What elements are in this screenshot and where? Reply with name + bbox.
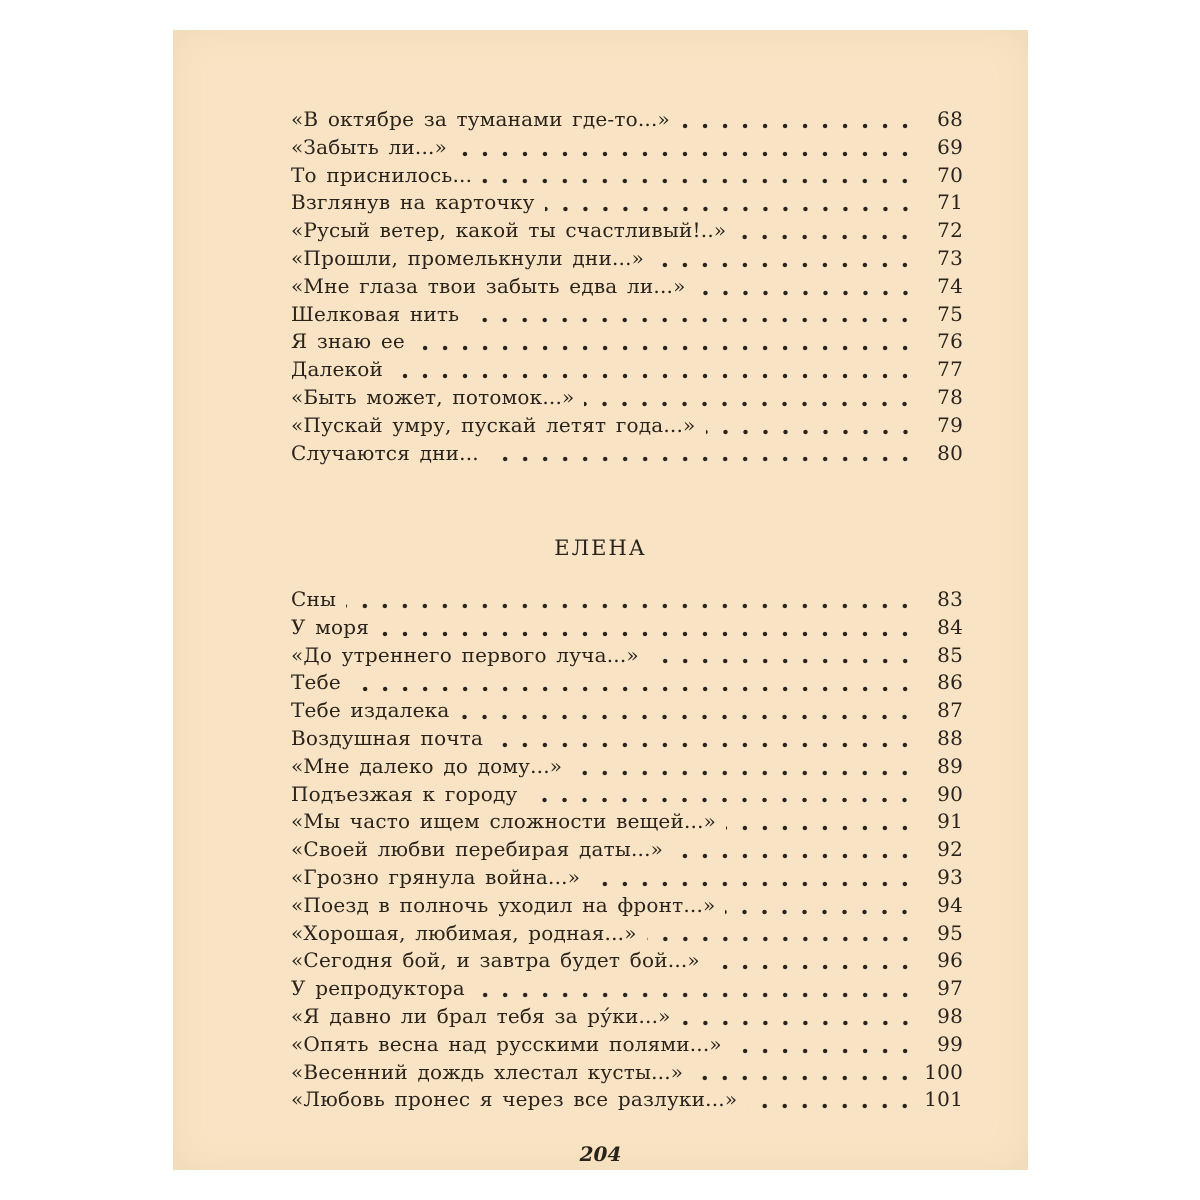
toc-entry xyxy=(291,357,963,385)
toc-entry-title: «Пускай умру, пускай летят года...» xyxy=(291,412,696,437)
dot-leader xyxy=(681,1020,915,1026)
toc-entry-title: «Хорошая, любимая, родная...» xyxy=(291,920,637,945)
toc-entry-title: «Забыть ли...» xyxy=(291,134,448,159)
toc-entry xyxy=(291,302,963,330)
dot-leader xyxy=(584,401,915,407)
toc-entry-page: 95 xyxy=(937,920,963,945)
toc-entry xyxy=(291,1087,963,1115)
toc-entry-page: 75 xyxy=(937,301,963,326)
toc-list-part1 xyxy=(291,107,963,468)
dot-leader xyxy=(493,742,915,748)
dot-leader xyxy=(647,936,915,942)
page-number: 204 xyxy=(579,1142,622,1166)
toc-entry-title: «Прошли, промелькнули дни...» xyxy=(291,245,645,270)
dot-leader xyxy=(706,429,916,435)
dot-leader xyxy=(527,797,915,803)
dot-leader xyxy=(393,373,915,379)
toc-entry-title: У моря xyxy=(291,614,370,639)
toc-entry xyxy=(291,615,963,643)
toc-entry-page: 71 xyxy=(937,190,963,215)
dot-leader xyxy=(415,345,915,351)
toc-entry xyxy=(291,643,963,671)
toc-entry-title: «Опять весна над русскими полями...» xyxy=(291,1031,722,1056)
toc-entry xyxy=(291,976,963,1004)
toc-entry-page: 72 xyxy=(937,218,963,243)
toc-entry xyxy=(291,921,963,949)
dot-leader xyxy=(649,658,915,664)
dot-leader xyxy=(469,317,915,323)
toc-entry xyxy=(291,865,963,893)
toc-entry-page: 93 xyxy=(937,864,963,889)
dot-leader xyxy=(725,909,915,915)
toc-entry-title: «Быть может, потомок...» xyxy=(291,384,575,409)
toc-entry-title: У репродуктора xyxy=(291,976,465,1001)
toc-entry-page: 91 xyxy=(937,809,963,834)
book-page xyxy=(173,30,1028,1170)
toc-entry xyxy=(291,218,963,246)
toc-entry-title: «Весенний дождь хлестал кусты...» xyxy=(291,1059,684,1084)
toc-entry-page: 92 xyxy=(937,837,963,862)
toc-entry-page: 98 xyxy=(937,1003,963,1028)
toc-entry xyxy=(291,726,963,754)
toc-entry-title: «Грозно грянула война...» xyxy=(291,864,581,889)
section-heading: ЕЛЕНА xyxy=(554,536,647,560)
toc-entry xyxy=(291,837,963,865)
toc-entry xyxy=(291,190,963,218)
toc-entry xyxy=(291,587,963,615)
toc-entry-title: Воздушная почта xyxy=(291,725,484,750)
toc-entry xyxy=(291,670,963,698)
toc-list-part2 xyxy=(291,587,963,1115)
toc-entry-title: «Мне глаза твои забыть едва ли...» xyxy=(291,273,686,298)
dot-leader xyxy=(654,262,915,268)
toc-entry-title: «Поезд в полночь уходил на фронт...» xyxy=(291,892,716,917)
toc-entry-page: 85 xyxy=(937,642,963,667)
toc-entry-page: 86 xyxy=(937,670,963,695)
toc-entry-page: 69 xyxy=(937,134,963,159)
toc-entry-page: 90 xyxy=(937,781,963,806)
toc-entry-title: «Мы часто ищем сложности вещей...» xyxy=(291,809,717,834)
toc-entry-page: 101 xyxy=(924,1087,963,1112)
toc-entry xyxy=(291,107,963,135)
toc-entry-page: 74 xyxy=(937,273,963,298)
toc-entry-page: 68 xyxy=(937,107,963,131)
dot-leader xyxy=(680,123,915,129)
toc-entry-title: Я знаю ее xyxy=(291,329,405,354)
toc-entry-page: 79 xyxy=(937,412,963,437)
toc-entry xyxy=(291,809,963,837)
toc-entry-page: 84 xyxy=(937,614,963,639)
dot-leader xyxy=(747,1103,915,1109)
toc-entry-page: 78 xyxy=(937,384,963,409)
toc-entry-title: Сны xyxy=(291,587,337,611)
dot-leader xyxy=(475,992,915,998)
dot-leader xyxy=(710,964,915,970)
toc-entry-page: 83 xyxy=(937,587,963,611)
dot-leader xyxy=(457,151,915,157)
toc-entry-page: 94 xyxy=(937,892,963,917)
toc-entry xyxy=(291,246,963,274)
dot-leader xyxy=(489,456,915,462)
toc-entry-title: «Мне далеко до дому...» xyxy=(291,753,563,778)
toc-entry xyxy=(291,698,963,726)
toc-entry-title: «Сегодня бой, и завтра будет бой...» xyxy=(291,948,700,973)
dot-leader xyxy=(351,686,915,692)
toc-entry-page: 87 xyxy=(937,698,963,723)
dot-leader xyxy=(590,881,915,887)
toc-entry xyxy=(291,413,963,441)
toc-entry-title: Тебе издалека xyxy=(291,698,450,723)
dot-leader xyxy=(379,631,915,637)
toc-entry-page: 99 xyxy=(937,1031,963,1056)
toc-entry xyxy=(291,441,963,469)
toc-entry xyxy=(291,329,963,357)
toc-entry-title: «Любовь пронес я через все разлуки...» xyxy=(291,1087,738,1112)
dot-leader xyxy=(732,1048,915,1054)
toc-entry xyxy=(291,754,963,782)
toc-entry xyxy=(291,163,963,191)
toc-entry-page: 88 xyxy=(937,725,963,750)
toc-entry-title: То приснилось... xyxy=(291,162,473,187)
dot-leader xyxy=(545,206,915,212)
toc-entry xyxy=(291,1004,963,1032)
toc-entry-page: 76 xyxy=(937,329,963,354)
toc-entry xyxy=(291,1032,963,1060)
toc-entry-page: 100 xyxy=(924,1059,963,1084)
toc-entry-title: Подъезжая к городу xyxy=(291,781,518,806)
dot-leader xyxy=(693,1075,915,1081)
dot-leader xyxy=(673,853,915,859)
toc-entry xyxy=(291,274,963,302)
toc-entry xyxy=(291,782,963,810)
toc-entry-page: 96 xyxy=(937,948,963,973)
toc-entry xyxy=(291,1060,963,1088)
dot-leader xyxy=(726,825,915,831)
dot-leader xyxy=(459,714,915,720)
toc-entry-title: «Я давно ли брал тебя за ру́ки...» xyxy=(291,1003,671,1028)
toc-entry-page: 97 xyxy=(937,976,963,1001)
toc-entry-page: 89 xyxy=(937,753,963,778)
dot-leader xyxy=(346,603,915,609)
toc-entry-title: Шелковая нить xyxy=(291,301,460,326)
toc-entry-title: Далекой xyxy=(291,357,383,382)
toc-entry-title: «Своей любви перебирая даты...» xyxy=(291,837,664,862)
toc-entry-page: 77 xyxy=(937,357,963,382)
dot-leader xyxy=(482,178,915,184)
dot-leader xyxy=(736,234,915,240)
toc-entry-title: «До утреннего первого луча...» xyxy=(291,642,639,667)
toc-entry xyxy=(291,893,963,921)
dot-leader xyxy=(696,290,915,296)
toc-entry-page: 80 xyxy=(937,440,963,465)
toc-entry-page: 73 xyxy=(937,245,963,270)
toc-entry xyxy=(291,948,963,976)
toc-entry xyxy=(291,135,963,163)
toc-entry-title: Взглянув на карточку xyxy=(291,190,535,215)
toc-entry-title: «В октябре за туманами где-то...» xyxy=(291,107,670,131)
toc-entry-title: «Русый ветер, какой ты счастливый!..» xyxy=(291,218,727,243)
toc-entry xyxy=(291,385,963,413)
toc-entry-title: Случаются дни... xyxy=(291,440,479,465)
toc-entry-title: Тебе xyxy=(291,670,341,695)
dot-leader xyxy=(572,770,915,776)
toc-entry-page: 70 xyxy=(937,162,963,187)
